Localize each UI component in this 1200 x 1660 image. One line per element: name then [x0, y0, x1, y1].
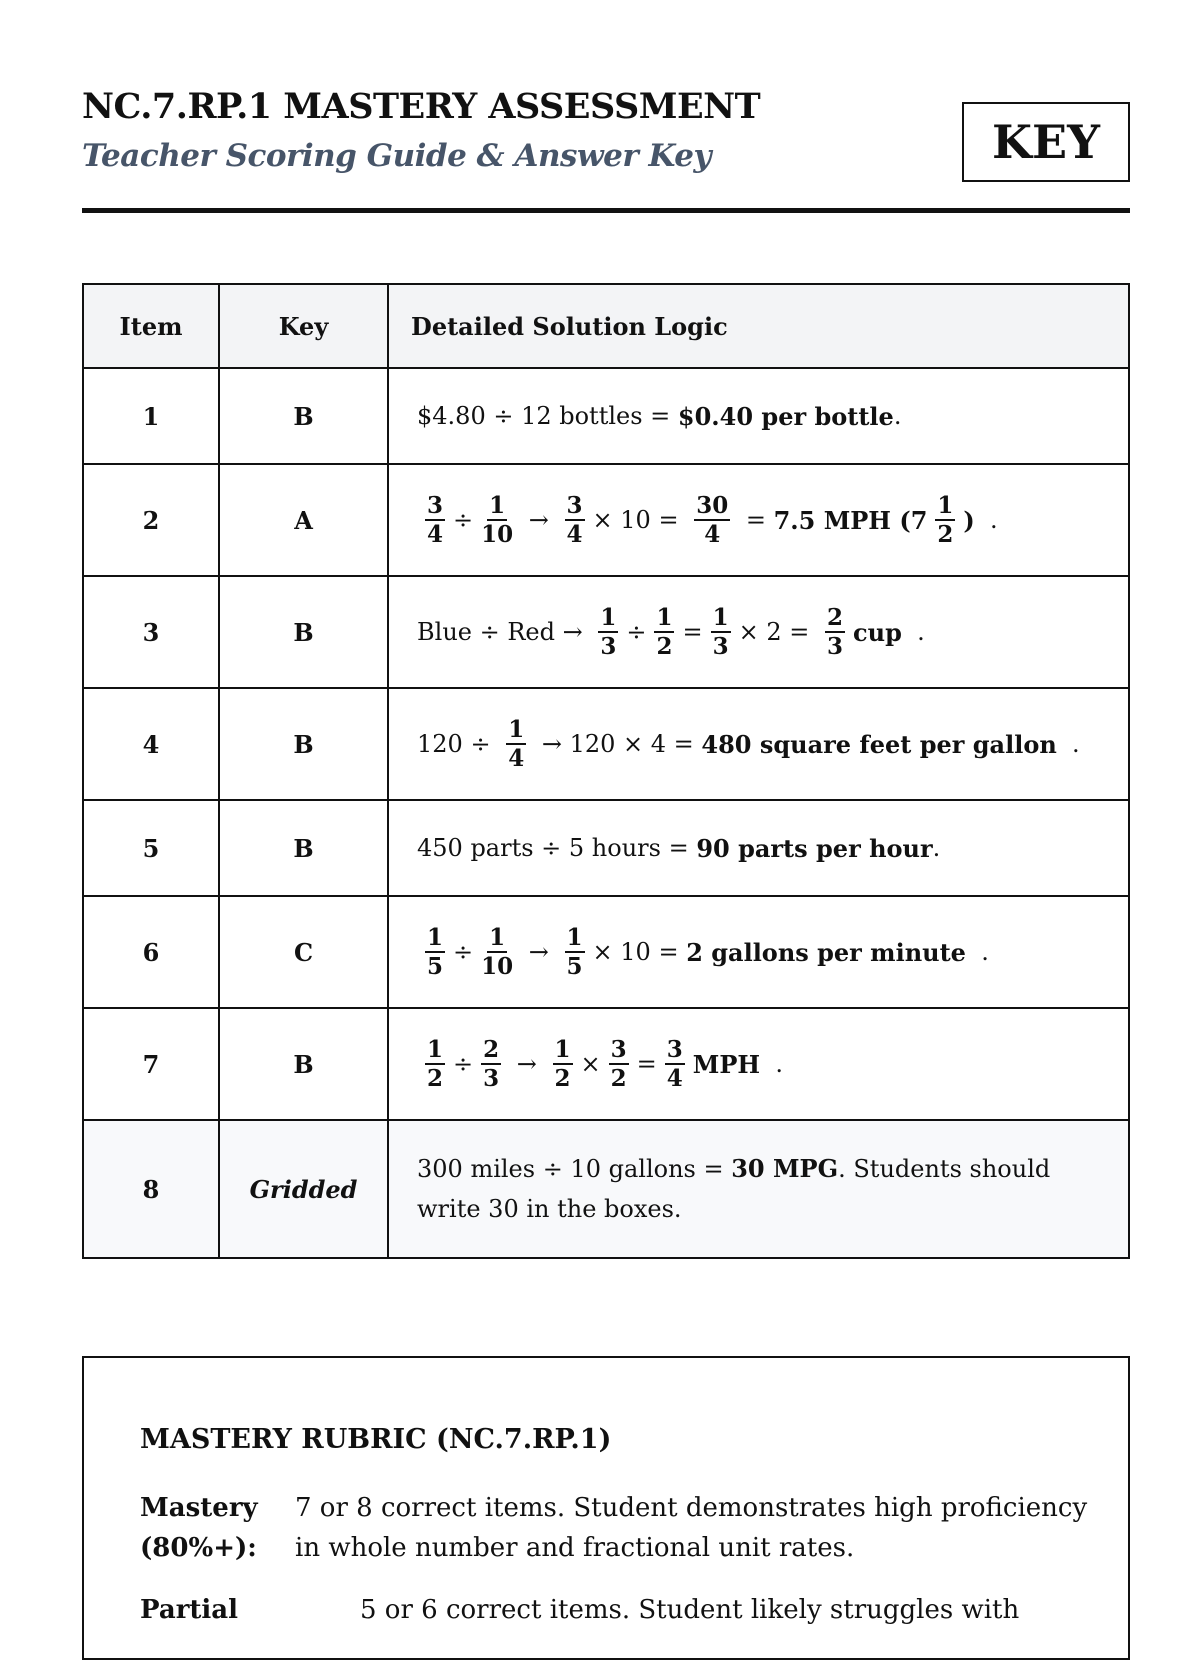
solution-text: 120 ÷: [417, 730, 499, 758]
denominator: 10: [481, 521, 514, 548]
fraction: [481, 494, 513, 546]
solution-text: ÷: [626, 618, 647, 646]
denominator: 4: [666, 1065, 683, 1092]
table-row: [83, 1008, 1129, 1120]
answer-text: cup: [853, 617, 902, 647]
fraction: [565, 926, 585, 978]
denominator: 2: [554, 1065, 571, 1092]
answer-key: B: [219, 688, 388, 800]
denominator: 2: [656, 633, 673, 660]
solution-logic: [388, 800, 1129, 896]
answer-text: ): [963, 505, 975, 535]
item-number: 3: [83, 576, 219, 688]
item-number: 7: [83, 1008, 219, 1120]
answer-key: B: [219, 576, 388, 688]
numerator: 1: [489, 492, 506, 519]
key-badge: KEY: [962, 102, 1130, 182]
denominator: 4: [704, 521, 721, 548]
fraction: [609, 1038, 629, 1090]
fraction: [506, 718, 526, 770]
numerator: 2: [826, 604, 843, 631]
solution-text: Blue ÷ Red →: [417, 618, 591, 646]
rubric-level-text: 7 or 8 correct items. Student demonstrates high proficiency in whole number and fractional unit rates.: [295, 1493, 1088, 1563]
answer-key: B: [219, 368, 388, 464]
header-divider: [82, 208, 1130, 213]
solution-text: ×: [580, 1050, 601, 1078]
denominator: 3: [483, 1065, 500, 1092]
page-subtitle: Teacher Scoring Guide & Answer Key: [82, 138, 711, 174]
item-number: 6: [83, 896, 219, 1008]
item-number: 2: [83, 464, 219, 576]
denominator: 2: [937, 521, 954, 548]
item-number: 8: [83, 1120, 219, 1258]
solution-text: ÷: [453, 1050, 474, 1078]
fraction: [481, 1038, 501, 1090]
denominator: 5: [427, 953, 444, 980]
column-header-logic: Detailed Solution Logic: [388, 284, 1129, 368]
fraction: [711, 606, 731, 658]
numerator: 1: [656, 604, 673, 631]
table-row: [83, 464, 1129, 576]
solution-text: →: [521, 938, 557, 966]
numerator: 30: [696, 492, 729, 519]
solution-logic: [388, 464, 1129, 576]
solution-text: =: [682, 618, 703, 646]
denominator: 10: [481, 953, 514, 980]
answer-text: 30 MPG: [731, 1154, 839, 1183]
answer-key: Gridded: [219, 1120, 388, 1258]
rubric-level-text: 5 or 6 correct items. Student likely struggles with: [360, 1595, 1020, 1625]
table-row: [83, 1120, 1129, 1258]
solution-text: .: [893, 402, 902, 430]
solution-logic: [388, 368, 1129, 464]
numerator: 1: [712, 604, 729, 631]
rubric-title: MASTERY RUBRIC (NC.7.RP.1): [140, 1424, 612, 1455]
item-number: 4: [83, 688, 219, 800]
fraction: [665, 1038, 685, 1090]
solution-logic: [388, 1008, 1129, 1120]
rubric-level-label: Mastery (80%+):: [140, 1493, 258, 1563]
fraction: [425, 494, 445, 546]
answer-key: B: [219, 800, 388, 896]
solution-text: 450 parts ÷ 5 hours =: [417, 834, 697, 862]
solution-text: →: [509, 1050, 545, 1078]
numerator: 1: [508, 716, 525, 743]
denominator: 3: [600, 633, 617, 660]
solution-text: $4.80 ÷ 12 bottles =: [417, 402, 678, 430]
fraction: [825, 606, 845, 658]
item-number: 1: [83, 368, 219, 464]
item-number: 5: [83, 800, 219, 896]
solution-text: × 2 =: [738, 618, 817, 646]
numerator: 1: [427, 924, 444, 951]
answer-text: MPH: [692, 1049, 761, 1079]
numerator: 1: [427, 1036, 444, 1063]
fraction: [553, 1038, 573, 1090]
mastery-rubric: [82, 1356, 1130, 1660]
table-header-row: [83, 284, 1129, 368]
numerator: 3: [566, 492, 583, 519]
solution-logic: [388, 1120, 1129, 1258]
answer-text: 90 parts per hour: [696, 833, 933, 863]
solution-text: × 10 =: [592, 506, 687, 534]
denominator: 3: [826, 633, 843, 660]
page-title: NC.7.RP.1 MASTERY ASSESSMENT: [82, 86, 761, 127]
solution-text: → 120 × 4 =: [534, 730, 702, 758]
numerator: 1: [489, 924, 506, 951]
solution-text: →: [521, 506, 557, 534]
numerator: 1: [554, 1036, 571, 1063]
solution-text: ÷: [453, 938, 474, 966]
numerator: 1: [937, 492, 954, 519]
solution-text: .: [965, 938, 989, 966]
answer-key-table: [82, 283, 1130, 1259]
numerator: 3: [666, 1036, 683, 1063]
fraction: [425, 1038, 445, 1090]
denominator: 2: [610, 1065, 627, 1092]
solution-text: =: [636, 1050, 657, 1078]
numerator: 2: [483, 1036, 500, 1063]
column-header-key: Key: [219, 284, 388, 368]
denominator: 4: [427, 521, 444, 548]
solution-text: 300 miles ÷ 10 gallons =: [417, 1155, 732, 1183]
solution-text: .: [932, 834, 941, 862]
rubric-level-label: Partial: [140, 1595, 239, 1625]
table-row: [83, 800, 1129, 896]
numerator: 3: [610, 1036, 627, 1063]
fraction: [598, 606, 618, 658]
fraction: [694, 494, 730, 546]
answer-key: A: [219, 464, 388, 576]
table-row: [83, 688, 1129, 800]
answer-key: B: [219, 1008, 388, 1120]
answer-key: C: [219, 896, 388, 1008]
fraction: [565, 494, 585, 546]
column-header-item: Item: [83, 284, 219, 368]
solution-text: . Students should write 30 in the boxes.: [417, 1155, 1051, 1223]
solution-text: × 10 =: [592, 938, 687, 966]
denominator: 2: [427, 1065, 444, 1092]
fraction: [654, 606, 674, 658]
solution-logic: [388, 688, 1129, 800]
answer-text: $0.40 per bottle: [677, 401, 894, 431]
answer-text: 480 square feet per gallon: [701, 729, 1057, 759]
solution-text: .: [901, 618, 925, 646]
denominator: 3: [712, 633, 729, 660]
solution-text: .: [1056, 730, 1080, 758]
table-row: [83, 896, 1129, 1008]
solution-logic: [388, 896, 1129, 1008]
fraction: [481, 926, 513, 978]
fraction: [935, 494, 955, 546]
table-row: [83, 576, 1129, 688]
denominator: 4: [508, 745, 525, 772]
solution-text: .: [974, 506, 998, 534]
denominator: 4: [566, 521, 583, 548]
fraction: [425, 926, 445, 978]
numerator: 1: [600, 604, 617, 631]
solution-text: =: [738, 506, 774, 534]
table-row: [83, 368, 1129, 464]
solution-text: ÷: [453, 506, 474, 534]
answer-text: 7.5 MPH (7: [773, 505, 928, 535]
numerator: 1: [566, 924, 583, 951]
solution-logic: [388, 576, 1129, 688]
solution-text: .: [760, 1050, 783, 1078]
answer-text: 2 gallons per minute: [686, 937, 966, 967]
numerator: 3: [427, 492, 444, 519]
denominator: 5: [566, 953, 583, 980]
